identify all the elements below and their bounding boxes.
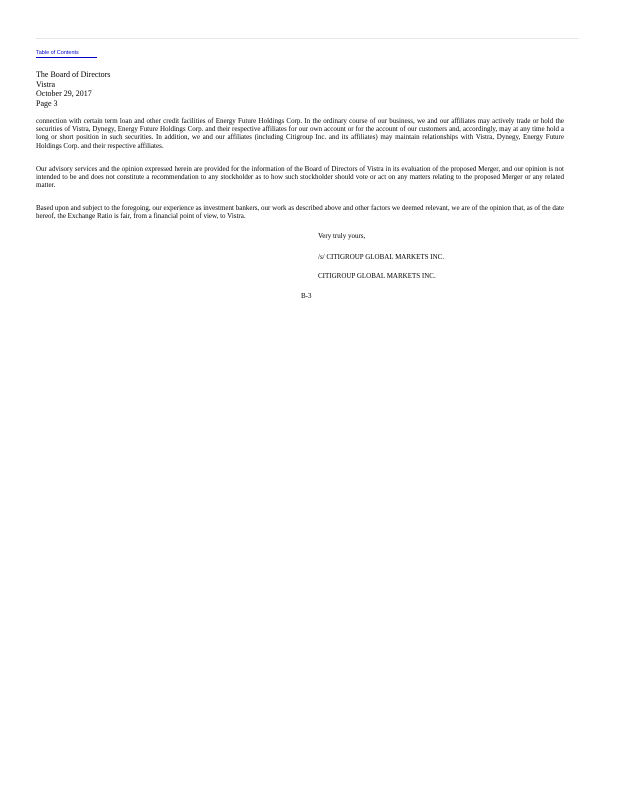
signatory-firm: CITIGROUP GLOBAL MARKETS INC. xyxy=(318,272,436,280)
letter-header xyxy=(36,70,110,108)
company-name: Vistra xyxy=(36,79,56,89)
paragraph-opinion: Based upon and subject to the foregoing, our experience as investment bankers, our work as described above and other factors we deemed relevant, we are of the opinion that, as of the date hereof, the Exchange Ratio is fair, from a financial point of view, to Vistra. xyxy=(36,204,564,221)
paragraph-advisory-services: Our advisory services and the opinion expressed herein are provided for the information of the Board of Directors of Vistra in its evaluation of the proposed Merger, and our opinion is not intended to be and does not constitute a recommendation to any stockholder as to how such stockholder should vote or act on any matters relating to the proposed Merger or any related matter. xyxy=(36,165,564,190)
signature-line: /s/ CITIGROUP GLOBAL MARKETS INC. xyxy=(318,253,445,261)
table-of-contents-link[interactable]: Table of Contents xyxy=(36,49,97,58)
top-divider xyxy=(36,38,579,39)
letter-date: October 29, 2017 xyxy=(36,89,92,98)
paragraph-affiliates: connection with certain term loan and other credit facilities of Energy Future Holdings Corp. In the ordinary course of our business, we and our affiliates may actively trade or hold the securities of Vistra, Dynegy, Energy Future Holdings Corp. and their respective affiliates for our own account or for the account of our customers and, accordingly, may at any time hold a long or short position in such securities. In addition, we and our affiliates (including Citigroup Inc. and its affiliates) may maintain relationships with Vistra, Dynegy, Energy Future Holdings Corp. and their respective affiliates. xyxy=(36,117,564,150)
closing-salutation: Very truly yours, xyxy=(318,232,366,240)
page-number: B-3 xyxy=(301,292,312,300)
page-label: Page 3 xyxy=(36,98,58,108)
addressee: The Board of Directors xyxy=(36,70,111,79)
